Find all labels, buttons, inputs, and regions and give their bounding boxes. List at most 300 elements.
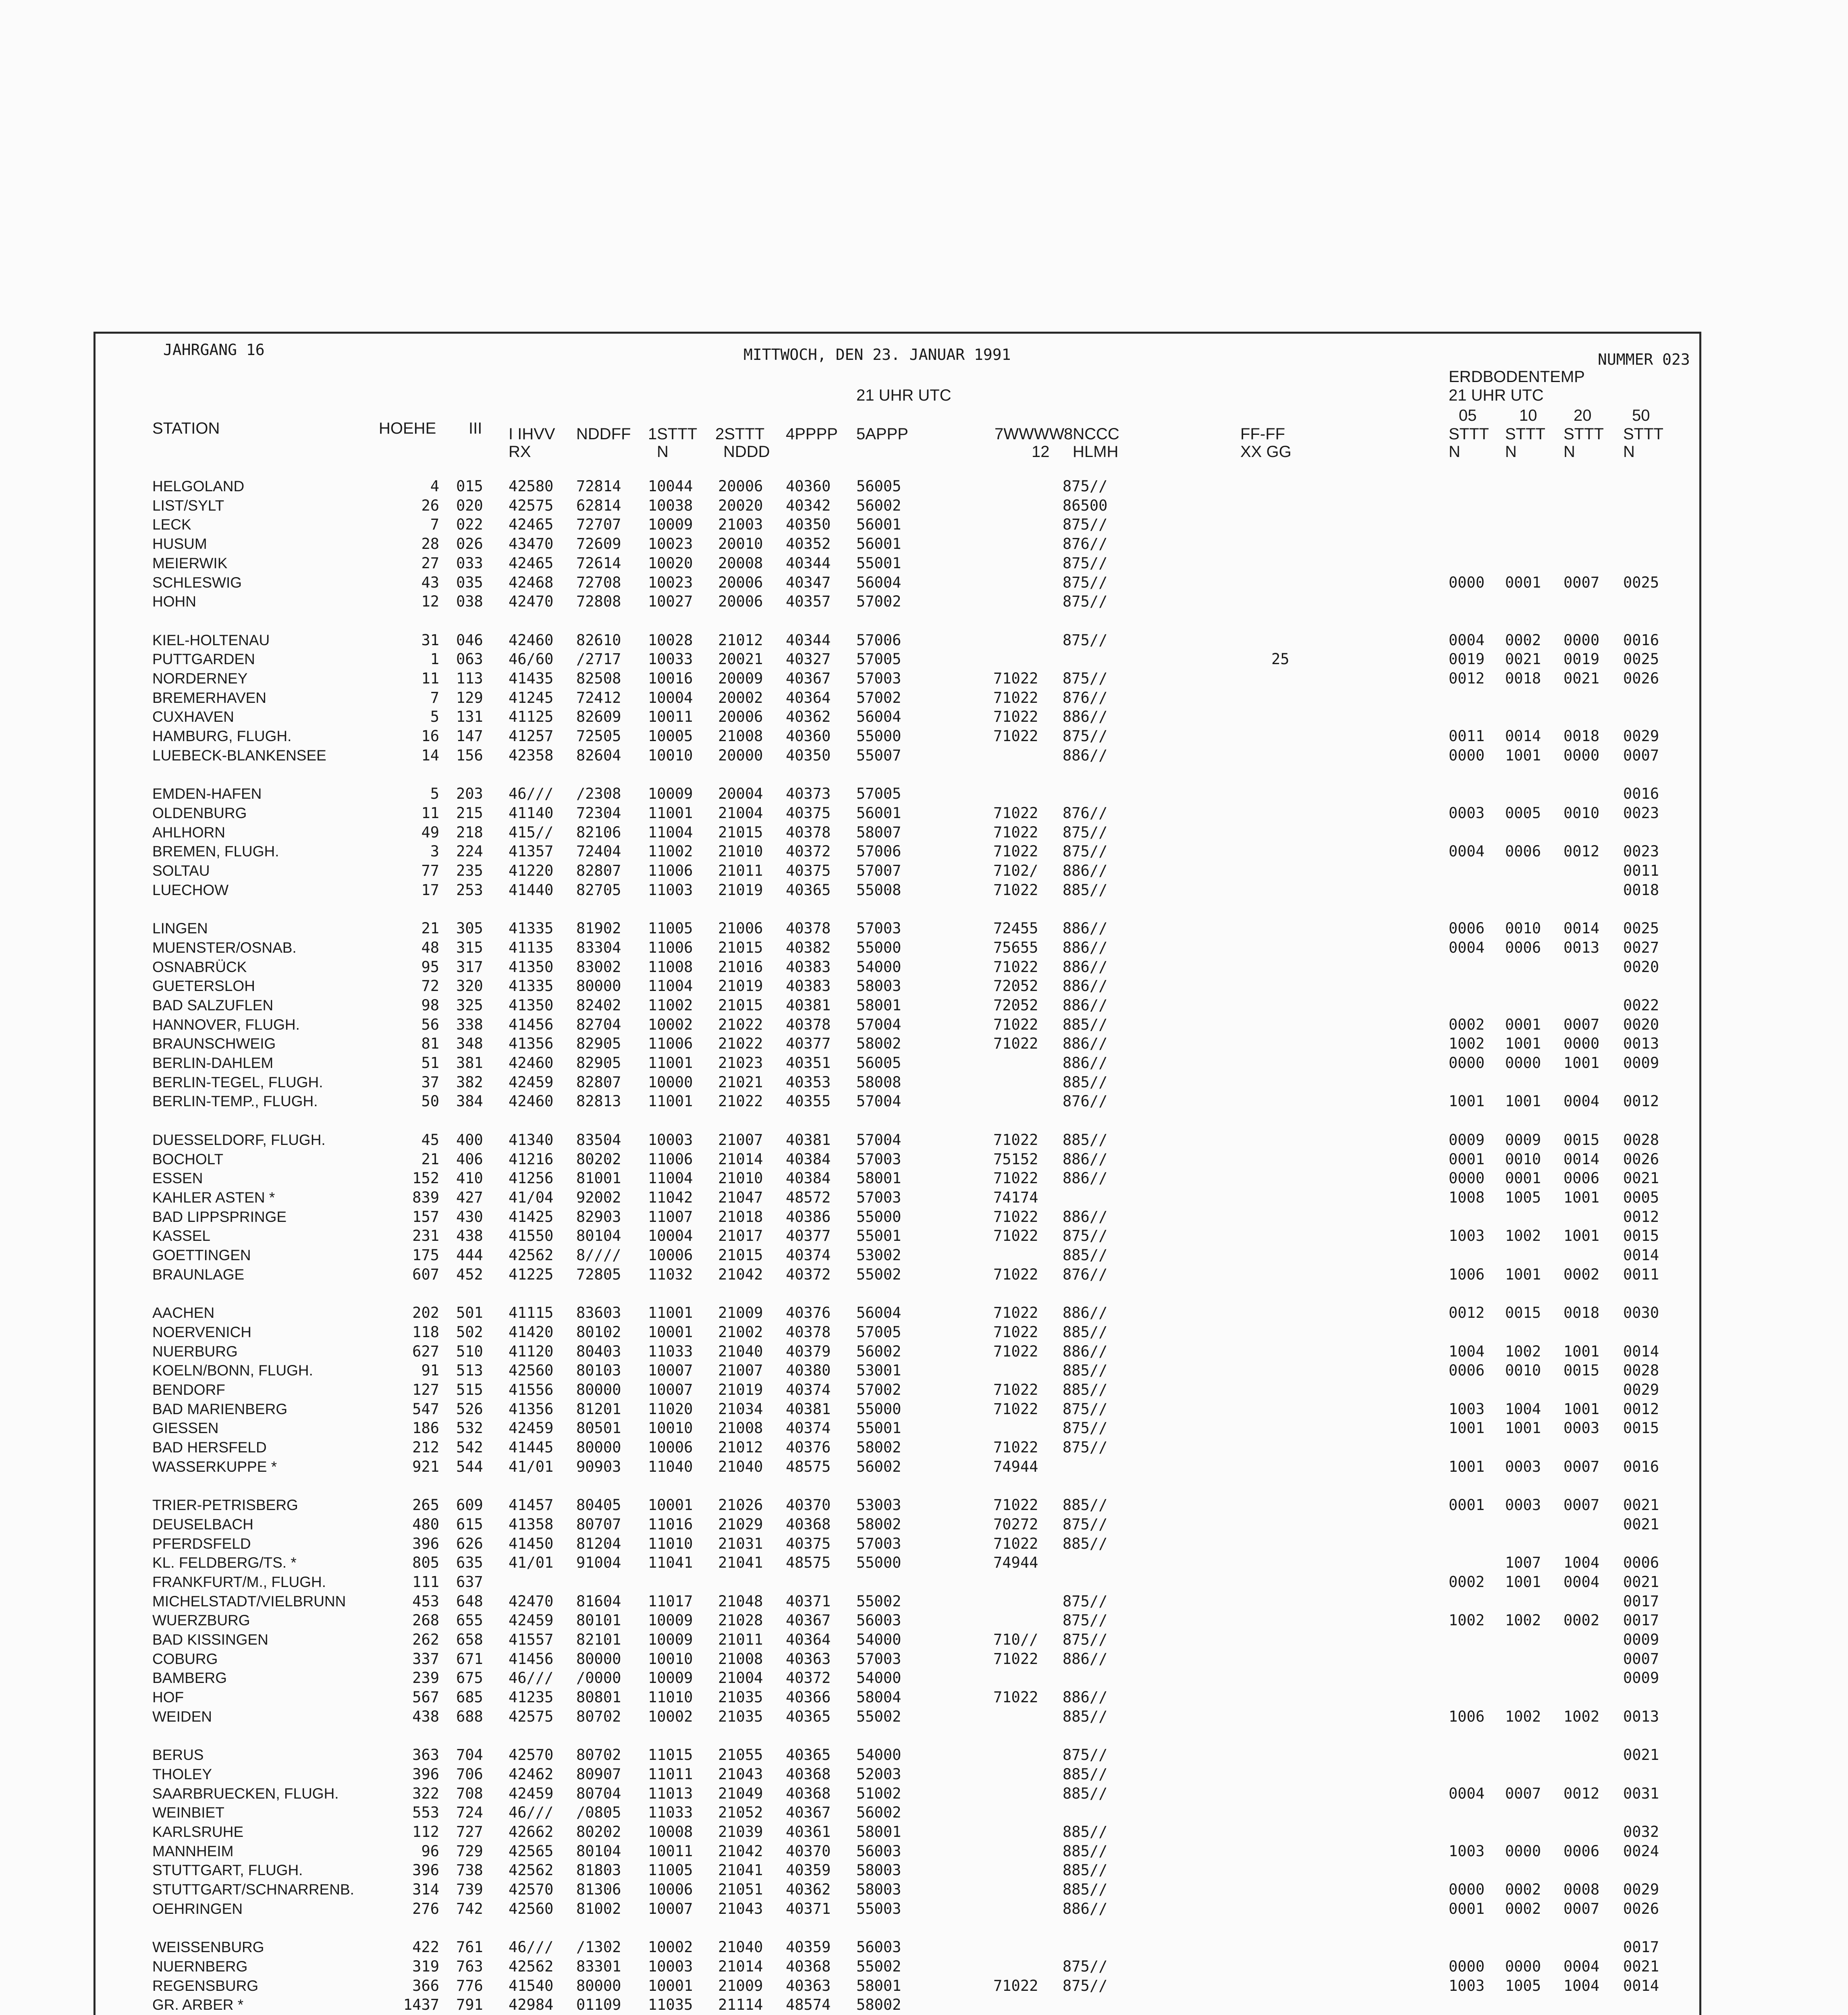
cell-stttn-05: 1001 [1449,1093,1485,1110]
cell-8nccc: 886// [1063,1208,1108,1226]
table-row [0,554,1848,573]
cell-ihvv: 41120 [509,1342,554,1360]
cell-8nccc: 885// [1063,1496,1108,1514]
table-row [0,727,1848,746]
cell-stttn-10: 0006 [1505,843,1541,860]
cell-8nccc: 885// [1063,1765,1108,1783]
cell-8nccc: 885// [1063,1823,1108,1841]
cell-8nccc: 875// [1063,1592,1108,1610]
cell-ihvv: 41456 [509,1650,554,1668]
cell-1sttt: 10009 [648,1612,693,1629]
cell-8nccc: 885// [1063,1842,1108,1860]
cell-hoehe: 50 [421,1093,439,1110]
cell-4pppp: 40342 [786,496,831,514]
soil-temp-time: 21 UHR UTC [1449,386,1544,404]
cell-5appp: 56004 [856,573,901,591]
cell-iii: 406 [456,1150,483,1168]
cell-station-name: OEHRINGEN [152,1900,243,1917]
cell-8nccc: 875// [1063,670,1108,687]
cell-1sttt: 10010 [648,1650,693,1668]
cell-hoehe: 81 [421,1035,439,1053]
n-20: N [1564,443,1575,461]
cell-nddff: 62814 [576,496,621,514]
cell-station-name: DUESSELDORF, FLUGH. [152,1131,326,1148]
cell-1sttt: 11001 [648,1304,693,1322]
cell-hoehe: 363 [412,1746,439,1764]
cell-2sttt: 21002 [718,1323,763,1341]
cell-iii: 688 [456,1708,483,1725]
cell-stttn-20: 0000 [1564,1035,1600,1053]
cell-stttn-05: 1006 [1449,1708,1485,1725]
cell-nddff: 80104 [576,1842,621,1860]
cell-4pppp: 40370 [786,1496,831,1514]
cell-ihvv: 41115 [509,1304,554,1322]
cell-4pppp: 40347 [786,573,831,591]
col-2sttt: 2STTT [715,425,765,443]
cell-stttn-50: 0020 [1623,958,1659,976]
cell-2sttt: 21035 [718,1708,763,1725]
cell-2sttt: 21019 [718,977,763,995]
table-row [0,496,1848,515]
cell-1sttt: 10007 [648,1381,693,1398]
cell-stttn-20: 0002 [1564,1612,1600,1629]
cell-hoehe: 14 [421,746,439,764]
cell-stttn-10: 0003 [1505,1496,1541,1514]
table-row [0,1534,1848,1554]
cell-iii: 022 [456,516,483,534]
cell-1sttt: 11006 [648,1150,693,1168]
cell-hoehe: 49 [421,823,439,841]
cell-hoehe: 337 [412,1650,439,1668]
cell-hoehe: 28 [421,535,439,553]
cell-1sttt: 10044 [648,478,693,495]
cell-hoehe: 157 [412,1208,439,1226]
cell-stttn-10: 1001 [1505,1419,1541,1437]
cell-stttn-05: 0004 [1449,939,1485,956]
cell-iii: 501 [456,1304,483,1322]
table-row [0,1130,1848,1150]
cell-stttn-10: 0014 [1505,727,1541,745]
table-row [0,1688,1848,1707]
cell-iii: 325 [456,996,483,1014]
cell-2sttt: 21114 [718,1996,763,2014]
cell-4pppp: 40360 [786,727,831,745]
cell-stttn-50: 0011 [1623,862,1659,879]
cell-stttn-50: 0021 [1623,1496,1659,1514]
cell-nddff: 82905 [576,1054,621,1072]
cell-stttn-05: 1008 [1449,1188,1485,1206]
cell-stttn-10: 1005 [1505,1188,1541,1206]
cell-2sttt: 21028 [718,1612,763,1629]
cell-nddff: /0805 [576,1804,621,1822]
cell-nddff: 83002 [576,958,621,976]
cell-iii: 724 [456,1804,483,1822]
cell-stttn-50: 0014 [1623,1246,1659,1264]
cell-stttn-20: 1002 [1564,1708,1600,1725]
cell-1sttt: 10033 [648,650,693,668]
cell-stttn-10: 0010 [1505,920,1541,937]
cell-5appp: 51002 [856,1784,901,1802]
cell-8nccc: 875// [1063,1419,1108,1437]
col-12: 12 [1032,443,1050,461]
cell-stttn-50: 0012 [1623,1093,1659,1110]
cell-8nccc: 875// [1063,727,1108,745]
cell-2sttt: 21055 [718,1746,763,1764]
table-row [0,1899,1848,1919]
table-row [0,477,1848,496]
cell-iii: 626 [456,1535,483,1552]
cell-ihvv: 42575 [509,1708,554,1725]
cell-4pppp: 40372 [786,843,831,860]
cell-5appp: 57005 [856,785,901,803]
cell-station-name: BENDORF [152,1381,225,1398]
cell-stttn-10: 0002 [1505,631,1541,649]
cell-5appp: 56004 [856,1304,901,1322]
cell-station-name: SCHLESWIG [152,574,242,591]
cell-1sttt: 10023 [648,573,693,591]
table-row [0,1246,1848,1265]
cell-7wwww: 71022 [993,1208,1038,1226]
cell-iii: 315 [456,939,483,956]
cell-hoehe: 31 [421,631,439,649]
cell-stttn-10: 0001 [1505,573,1541,591]
cell-4pppp: 40374 [786,1419,831,1437]
cell-nddff: 82807 [576,862,621,879]
cell-5appp: 57005 [856,650,901,668]
cell-nddff: 80104 [576,1227,621,1245]
cell-ihvv: 42460 [509,1054,554,1072]
cell-stttn-20: 1001 [1564,1054,1600,1072]
cell-ihvv: 42560 [509,1362,554,1379]
table-row [0,1803,1848,1822]
cell-stttn-05: 0000 [1449,746,1485,764]
cell-nddff: /2308 [576,785,621,803]
cell-ff-ff: 25 [1271,650,1289,668]
cell-nddff: 80000 [576,1439,621,1456]
cell-nddff: 82609 [576,708,621,726]
table-row [0,861,1848,881]
cell-1sttt: 11003 [648,881,693,899]
cell-2sttt: 21041 [718,1861,763,1879]
cell-hoehe: 231 [412,1227,439,1245]
table-row [0,1342,1848,1361]
cell-iii: 224 [456,843,483,860]
cell-1sttt: 11006 [648,1035,693,1053]
cell-nddff: 82402 [576,996,621,1014]
cell-5appp: 53003 [856,1496,901,1514]
cell-hoehe: 396 [412,1861,439,1879]
cell-stttn-20: 0008 [1564,1881,1600,1899]
cell-hoehe: 805 [412,1554,439,1572]
table-row [0,881,1848,900]
cell-8nccc: 886// [1063,1342,1108,1360]
cell-iii: 033 [456,554,483,572]
cell-2sttt: 21017 [718,1227,763,1245]
cell-station-name: ESSEN [152,1170,203,1187]
cell-stttn-50: 0028 [1623,1362,1659,1379]
cell-hoehe: 3 [430,843,439,860]
cell-station-name: NUERNBERG [152,1958,248,1975]
cell-ihvv: 41350 [509,958,554,976]
cell-ihvv: 41256 [509,1170,554,1187]
cell-2sttt: 21042 [718,1842,763,1860]
cell-station-name: WEINBIET [152,1804,224,1821]
cell-ihvv: 42575 [509,496,554,514]
cell-hoehe: 547 [412,1400,439,1418]
cell-4pppp: 40378 [786,1323,831,1341]
cell-2sttt: 21006 [718,920,763,937]
cell-7wwww: 72455 [993,920,1038,937]
cell-hoehe: 839 [412,1188,439,1206]
stttn-10: STTT [1505,425,1545,443]
col-ihvv: I IHVV [509,425,555,443]
cell-1sttt: 11004 [648,823,693,841]
cell-5appp: 57003 [856,1188,901,1206]
cell-station-name: BERLIN-TEMP., FLUGH. [152,1093,318,1110]
cell-5appp: 54000 [856,1669,901,1687]
cell-stttn-20: 0018 [1564,727,1600,745]
cell-1sttt: 11041 [648,1554,693,1572]
cell-1sttt: 11013 [648,1784,693,1802]
cell-stttn-10: 1007 [1505,1554,1541,1572]
cell-stttn-20: 0021 [1564,670,1600,687]
cell-nddff: 80403 [576,1342,621,1360]
cell-nddff: 72808 [576,593,621,611]
cell-4pppp: 40361 [786,1823,831,1841]
cell-2sttt: 21007 [718,1362,763,1379]
cell-ihvv: 41450 [509,1535,554,1552]
cell-5appp: 56005 [856,1054,901,1072]
cell-stttn-10: 0000 [1505,1054,1541,1072]
cell-5appp: 56004 [856,708,901,726]
cell-stttn-50: 0026 [1623,1900,1659,1917]
cell-ihvv: 41356 [509,1400,554,1418]
col-hoehe: HOEHE [379,420,436,437]
cell-stttn-05: 0012 [1449,670,1485,687]
cell-nddff: 82106 [576,823,621,841]
cell-nddff: 8//// [576,1246,621,1264]
cell-stttn-50: 0012 [1623,1400,1659,1418]
col-8nccc: 8NCCC [1064,425,1119,443]
cell-5appp: 54000 [856,958,901,976]
table-row [0,1438,1848,1457]
cell-5appp: 56002 [856,1804,901,1822]
cell-station-name: AHLHORN [152,824,225,841]
cell-2sttt: 21021 [718,1073,763,1091]
cell-1sttt: 11005 [648,920,693,937]
cell-1sttt: 10009 [648,1631,693,1648]
cell-stttn-50: 0015 [1623,1227,1659,1245]
cell-ihvv: 42459 [509,1612,554,1629]
cell-2sttt: 20008 [718,554,763,572]
col-rx: RX [509,443,531,461]
cell-nddff: 72505 [576,727,621,745]
stttn-05: STTT [1449,425,1489,443]
cell-1sttt: 11011 [648,1765,693,1783]
cell-iii: 305 [456,920,483,937]
cell-4pppp: 40371 [786,1900,831,1917]
cell-iii: 776 [456,1977,483,1994]
cell-station-name: BERUS [152,1747,204,1764]
cell-7wwww: 71022 [993,881,1038,899]
table-row [0,1323,1848,1342]
cell-8nccc: 875// [1063,823,1108,841]
cell-stttn-50: 0025 [1623,573,1659,591]
cell-2sttt: 21012 [718,631,763,649]
cell-stttn-20: 1001 [1564,1400,1600,1418]
cell-hoehe: 262 [412,1631,439,1648]
cell-stttn-10: 1002 [1505,1342,1541,1360]
n-05: N [1449,443,1460,461]
cell-stttn-50: 0026 [1623,1150,1659,1168]
cell-nddff: 72404 [576,843,621,860]
cell-2sttt: 21015 [718,1246,763,1264]
cell-ihvv: 41340 [509,1131,554,1149]
cell-1sttt: 10002 [648,1708,693,1725]
cell-8nccc: 886// [1063,1054,1108,1072]
cell-station-name: STUTTGART, FLUGH. [152,1862,303,1879]
cell-ihvv: 41135 [509,939,554,956]
cell-stttn-50: 0021 [1623,1515,1659,1533]
cell-5appp: 57006 [856,631,901,649]
cell-stttn-20: 0007 [1564,1458,1600,1475]
table-row [0,669,1848,688]
cell-1sttt: 11020 [648,1400,693,1418]
cell-station-name: BOCHOLT [152,1151,224,1167]
cell-nddff: 80501 [576,1419,621,1437]
cell-nddff: 80103 [576,1362,621,1379]
cell-1sttt: 11001 [648,804,693,822]
col-station: STATION [152,420,220,437]
cell-hoehe: 186 [412,1419,439,1437]
cell-stttn-20: 0015 [1564,1362,1600,1379]
table-row [0,1784,1848,1803]
cell-1sttt: 10010 [648,1419,693,1437]
cell-ihvv: 41235 [509,1689,554,1706]
cell-iii: 635 [456,1554,483,1572]
cell-station-name: GOETTINGEN [152,1247,251,1263]
cell-5appp: 56003 [856,1842,901,1860]
cell-stttn-10: 0018 [1505,670,1541,687]
cell-8nccc: 885// [1063,1861,1108,1879]
table-row [0,1073,1848,1092]
cell-stttn-10: 1001 [1505,746,1541,764]
cell-nddff: 82807 [576,1073,621,1091]
cell-stttn-50: 0021 [1623,1573,1659,1591]
cell-stttn-20: 0002 [1564,1265,1600,1283]
cell-2sttt: 21004 [718,1669,763,1687]
cell-2sttt: 21052 [718,1804,763,1822]
cell-stttn-50: 0017 [1623,1592,1659,1610]
cell-nddff: 81001 [576,1170,621,1187]
cell-4pppp: 40368 [786,1784,831,1802]
cell-iii: 129 [456,689,483,706]
cell-station-name: MEIERWIK [152,555,228,571]
cell-4pppp: 40372 [786,1265,831,1283]
cell-1sttt: 10011 [648,1842,693,1860]
cell-stttn-50: 0017 [1623,1938,1659,1956]
cell-7wwww: 71022 [993,1400,1038,1418]
cell-iii: 317 [456,958,483,976]
cell-stttn-20: 0003 [1564,1419,1600,1437]
cell-stttn-05: 1001 [1449,1419,1485,1437]
cell-iii: 761 [456,1938,483,1956]
cell-iii: 526 [456,1400,483,1418]
cell-ihvv: 43470 [509,535,554,553]
cell-station-name: LIST/SYLT [152,497,224,514]
cell-ihvv: 41140 [509,804,554,822]
cell-stttn-50: 0012 [1623,1208,1659,1226]
cell-5appp: 55002 [856,1708,901,1725]
cell-ihvv: 42470 [509,1592,554,1610]
cell-7wwww: 71022 [993,1381,1038,1398]
cell-stttn-20: 0012 [1564,1784,1600,1802]
cell-nddff: 80101 [576,1612,621,1629]
cell-station-name: BAD KISSINGEN [152,1631,268,1648]
cell-8nccc: 875// [1063,516,1108,534]
cell-stttn-50: 0021 [1623,1746,1659,1764]
cell-ihvv: 41125 [509,708,554,726]
cell-nddff: 72805 [576,1265,621,1283]
cell-7wwww: 74944 [993,1458,1038,1475]
table-row [0,707,1848,727]
cell-8nccc: 876// [1063,535,1108,553]
cell-5appp: 53002 [856,1246,901,1264]
cell-8nccc: 876// [1063,689,1108,706]
cell-8nccc: 885// [1063,1881,1108,1899]
cell-stttn-50: 0026 [1623,670,1659,687]
cell-iii: 609 [456,1496,483,1514]
cell-ihvv: 41216 [509,1150,554,1168]
cell-7wwww: 74174 [993,1188,1038,1206]
cell-stttn-05: 0001 [1449,1150,1485,1168]
cell-iii: 320 [456,977,483,995]
cell-stttn-20: 0007 [1564,1900,1600,1917]
cell-stttn-10: 0015 [1505,1304,1541,1322]
cell-hoehe: 553 [412,1804,439,1822]
cell-station-name: BAD LIPPSPRINGE [152,1208,287,1225]
cell-station-name: MUENSTER/OSNAB. [152,939,297,956]
table-row [0,1649,1848,1669]
cell-nddff: 82905 [576,1035,621,1053]
cell-station-name: NORDERNEY [152,670,248,687]
table-row [0,1976,1848,1996]
cell-1sttt: 10002 [648,1938,693,1956]
cell-nddff: 72814 [576,478,621,495]
cell-2sttt: 21031 [718,1535,763,1552]
cell-station-name: BERLIN-DAHLEM [152,1055,274,1071]
cell-stttn-05: 0000 [1449,573,1485,591]
cell-station-name: BRAUNSCHWEIG [152,1035,276,1052]
cell-8nccc: 885// [1063,1073,1108,1091]
cell-ihvv: 41/04 [509,1188,554,1206]
cell-iii: 156 [456,746,483,764]
cell-stttn-10: 0000 [1505,1957,1541,1975]
cell-iii: 513 [456,1362,483,1379]
cell-iii: 410 [456,1170,483,1187]
cell-1sttt: 11033 [648,1342,693,1360]
cell-hoehe: 77 [421,862,439,879]
cell-ihvv: 41/01 [509,1554,554,1572]
col-5appp: 5APPP [856,425,908,443]
cell-nddff: 80405 [576,1496,621,1514]
cell-iii: 215 [456,804,483,822]
cell-stttn-50: 0029 [1623,1881,1659,1899]
cell-ihvv: 42565 [509,1842,554,1860]
cell-2sttt: 21016 [718,958,763,976]
cell-ihvv: 41356 [509,1035,554,1053]
cell-2sttt: 21007 [718,1131,763,1149]
